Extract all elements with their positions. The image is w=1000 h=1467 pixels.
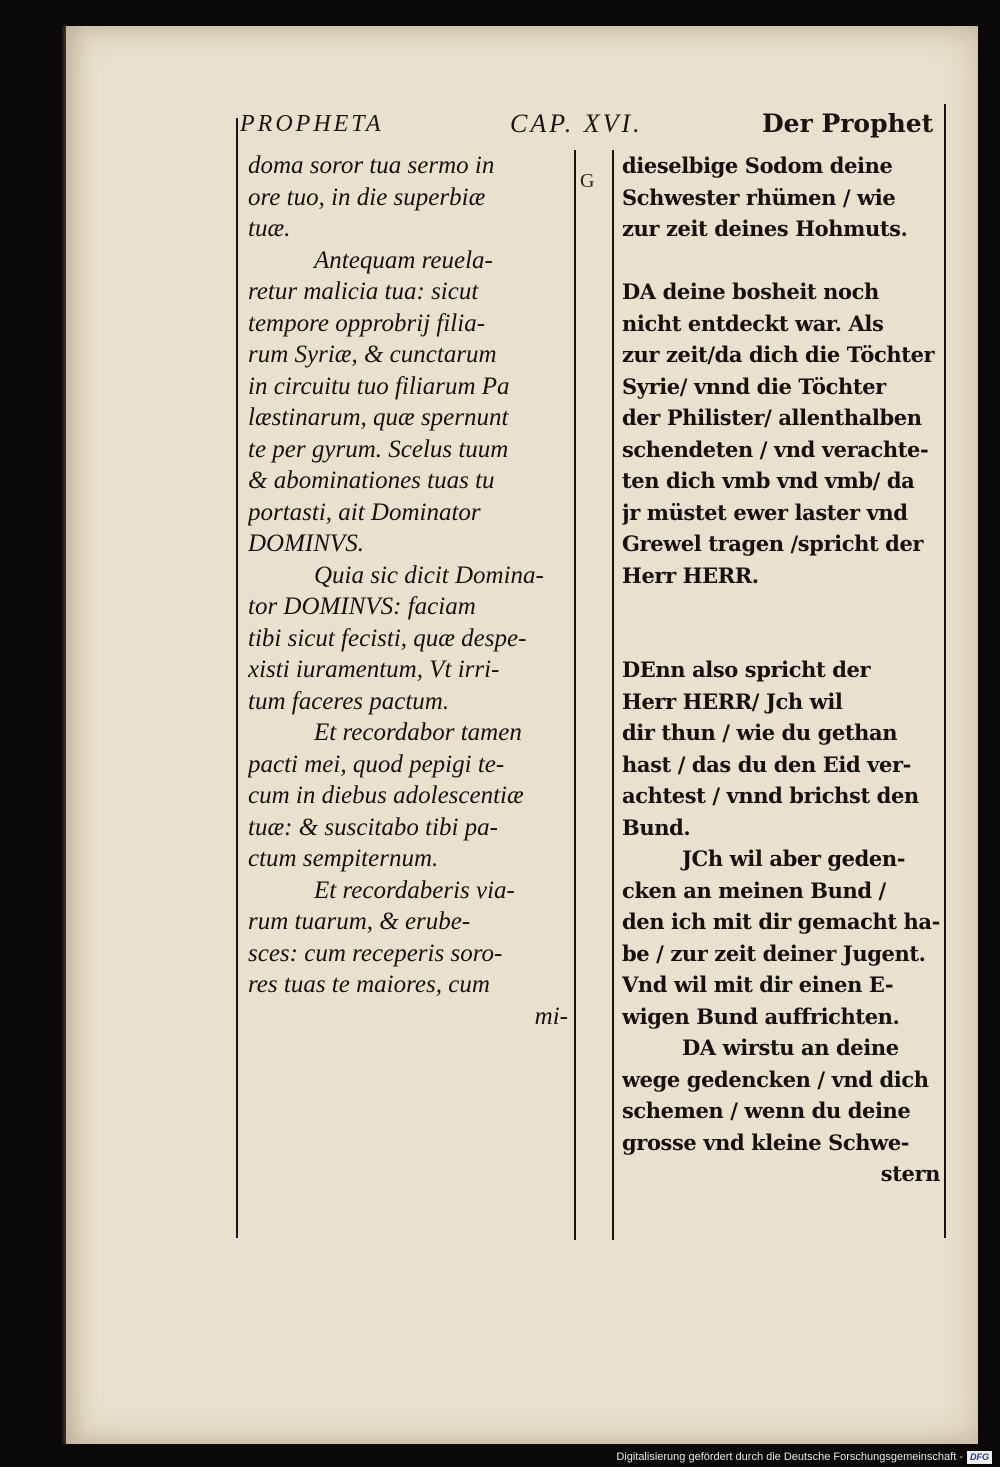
latin-text-line: rum Syriæ, & cunctarum <box>248 341 497 368</box>
center-rule-left <box>574 150 576 1240</box>
german-text-line: nicht entdeckt war. Als <box>622 310 884 336</box>
german-text-line: grosse vnd kleine Schwe- <box>622 1129 910 1155</box>
latin-text-line: & abominationes tuas tu <box>248 467 495 494</box>
latin-text-line: Antequam reuela- <box>314 246 493 274</box>
german-text-line: dir thun / wie du gethan <box>622 720 898 745</box>
german-text-line: cken an meinen Bund / <box>622 877 886 903</box>
latin-text-line: ore tuo, in die superbiæ <box>248 183 486 211</box>
latin-text-line: ctum sempiternum. <box>248 845 439 872</box>
latin-text-line: res tuas te maiores, cum <box>248 971 490 998</box>
german-text-line: Vnd wil mit dir einen E- <box>622 972 894 997</box>
latin-column <box>248 150 572 1240</box>
german-text-line: hast / das du den Eid ver- <box>622 751 911 777</box>
german-text-line: achtest / vnnd brichst den <box>622 783 919 808</box>
latin-text-line: rum tuarum, & erube- <box>248 908 471 935</box>
german-text-line: Grewel tragen /spricht der <box>622 531 924 556</box>
latin-text-line: Et recordaberis via- <box>314 876 515 904</box>
german-text-line: wege gedencken / vnd dich <box>622 1066 929 1092</box>
latin-text-line: cum in diebus adolescentiæ <box>248 782 524 809</box>
latin-text-line: te per gyrum. Scelus tuum <box>248 435 509 463</box>
latin-text-line: tor DOMINVS: faciam <box>248 593 476 620</box>
running-head-right: Der Prophet <box>762 109 934 138</box>
german-text-line: schemen / wenn du deine <box>622 1098 911 1123</box>
german-text-line: Syrie/ vnnd die Töchter <box>622 373 886 399</box>
latin-text-line: Et recordabor tamen <box>314 719 522 746</box>
latin-text-line: xisti iuramentum, Vt irri- <box>248 656 500 683</box>
dfg-logo: DFG <box>967 1451 992 1464</box>
german-text-line: zur zeit deines Hohmuts. <box>622 216 908 241</box>
german-column <box>622 150 944 1240</box>
german-text-line: Bund. <box>622 814 691 840</box>
german-text-line: stern <box>880 1161 940 1186</box>
german-text-line: ten dich vmb vnd vmb/ da <box>622 468 915 493</box>
running-head-chapter: CAP. XVI. <box>510 109 643 138</box>
german-text-line <box>622 591 944 623</box>
german-text-line: JCh wil aber geden- <box>682 846 906 871</box>
german-text-line: Herr HERR/ Jch wil <box>622 688 843 714</box>
latin-text-line: tuæ. <box>248 215 291 242</box>
german-text-line: DA deine bosheit noch <box>622 279 879 304</box>
german-text-line <box>622 623 944 655</box>
latin-text-line: Quia sic dicit Domina- <box>314 561 544 589</box>
latin-text-line: pacti mei, quod pepigi te- <box>248 750 505 778</box>
latin-text-line: doma soror tua sermo in <box>248 152 495 179</box>
latin-text-line: DOMINVS. <box>248 530 364 557</box>
center-rule-right <box>612 150 614 1240</box>
latin-text-line: portasti, ait Dominator <box>248 498 481 526</box>
german-text-line: dieselbige Sodom deine <box>622 153 893 178</box>
german-text-line: der Philister/ allenthalben <box>622 405 922 430</box>
latin-text-line: læstinarum, quæ spernunt <box>248 404 509 431</box>
running-head-left: PROPHETA <box>240 111 384 137</box>
margin-marker: G <box>580 170 595 192</box>
german-text-line: zur zeit/da dich die Töchter <box>622 342 935 367</box>
german-text-line: DEnn also spricht der <box>622 657 871 682</box>
latin-text-line: in circuitu tuo filiarum Pa <box>248 372 510 400</box>
german-text-line: wigen Bund auffrichten. <box>622 1003 900 1029</box>
german-text-line: DA wirstu an deine <box>682 1035 899 1060</box>
german-text-line: Schwester rhümen / wie <box>622 184 896 210</box>
german-text-line: jr müstet ewer laster vnd <box>622 499 908 525</box>
german-text-line <box>622 245 944 277</box>
latin-text-line: tempore opprobrij filia- <box>248 309 486 337</box>
german-text-line: den ich mit dir gemacht ha- <box>622 909 940 934</box>
left-column-rule <box>236 118 238 1238</box>
latin-text-line: tum faceres pactum. <box>248 687 450 715</box>
digitization-footer <box>616 1449 992 1465</box>
latin-text-line: tibi sicut fecisti, quæ despe- <box>248 624 527 652</box>
latin-text-line: mi- <box>534 1002 568 1030</box>
footer-credit-text: Digitalisierung gefördert durch die Deutsche Forschungsgemeinschaft - <box>616 1451 963 1463</box>
right-column-rule <box>944 104 946 1238</box>
german-text-line: Herr HERR. <box>622 562 759 588</box>
latin-text-line: tuæ: & suscitabo tibi pa- <box>248 813 498 841</box>
latin-text-line: sces: cum receperis soro- <box>248 939 503 967</box>
latin-text-line: retur malicia tua: sicut <box>248 278 479 305</box>
german-text-line: be / zur zeit deiner Jugent. <box>622 940 926 966</box>
german-text-line: schendeten / vnd verachte- <box>622 436 929 462</box>
